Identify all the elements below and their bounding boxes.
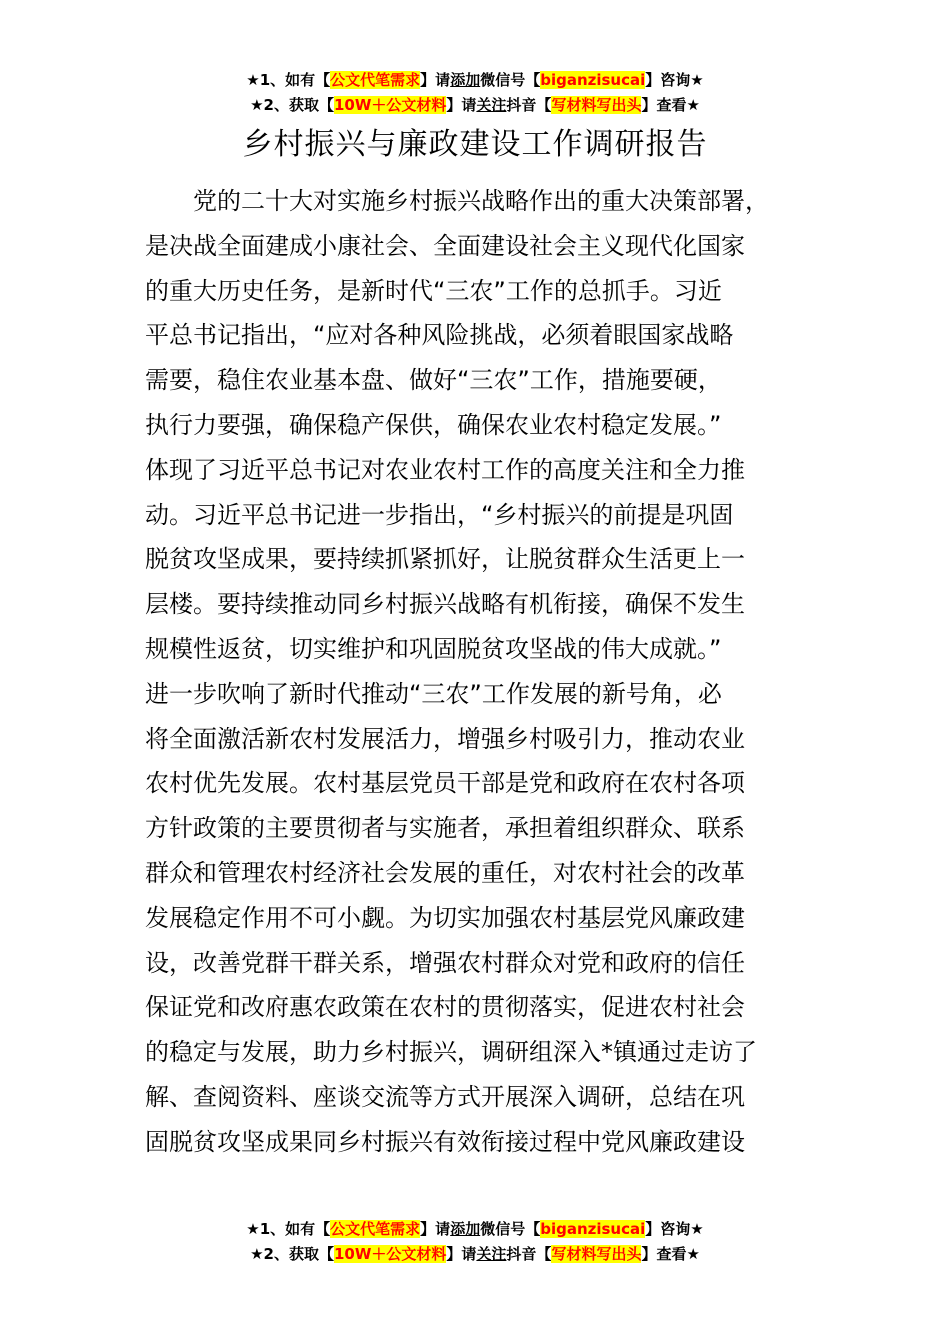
promo-highlight: 10W＋公文材料 (333, 1245, 447, 1263)
promo-text: ★2、获取【 (250, 96, 334, 114)
paragraph-line: 进一步吹响了新时代推动“三农”工作发展的新号角，必 (145, 679, 722, 708)
paragraph-line: 层楼。要持续推动同乡村振兴战略有机衔接，确保不发生 (145, 590, 745, 619)
paragraph-line: 规模性返贫，切实维护和巩固脱贫攻坚战的伟大成就。” (145, 634, 722, 663)
promo-text: ★2、获取【 (250, 1245, 334, 1263)
promo-text: 抖音【 (506, 1245, 552, 1263)
document-title: 乡村振兴与廉政建设工作调研报告 (242, 127, 708, 162)
paragraph-line: 执行力要强，确保稳产保供，确保农业农村稳定发展。” (145, 410, 722, 439)
paragraph-line: 是决战全面建成小康社会、全面建设社会主义现代化国家 (145, 231, 745, 260)
paragraph-line: 设，改善党群干群关系，增强农村群众对党和政府的信任 (145, 948, 745, 977)
paragraph-line: 固脱贫攻坚成果同乡村振兴有效衔接过程中党风廉政建设 (145, 1127, 745, 1156)
promo-text: 】咨询★ (645, 71, 704, 89)
paragraph-line: 体现了习近平总书记对农业农村工作的高度关注和全力推 (145, 455, 745, 484)
promo-text: 微信号【 (480, 71, 541, 89)
promo-text: 】查看★ (641, 96, 700, 114)
promo-line-2 (0, 1242, 950, 1267)
paragraph-line: 保证党和改府惠农政策在农村的贯彻落实，促进农村社会 (145, 993, 745, 1022)
promo-highlight: 公文代笔需求 (330, 71, 421, 89)
paragraph-line: 的稳定与发展，助力乡村振兴，调研组深入*镇通过走访了 (145, 1038, 757, 1067)
promo-text: ★1、如有【 (246, 1220, 331, 1238)
footer-promo-banner (0, 1217, 950, 1267)
promo-underline: 添加 (450, 71, 481, 89)
paragraph-line: 的重大历史任务，是新时代“三农”工作的总抓手。习近 (145, 276, 722, 305)
paragraph-line: 动。习近平总书记进一步指出，“乡村振兴的前提是巩固 (145, 500, 734, 529)
promo-text: 】请 (420, 1220, 451, 1238)
promo-highlight: 写材料写出头 (551, 96, 642, 114)
promo-text: 抖音【 (506, 96, 552, 114)
paragraph-line: 脱贫攻坚成果，要持续抓紧抓好，让脱贫群众生活更上一 (145, 545, 745, 574)
paragraph-line: 农村优先发展。农村基层党员干部是党和政府在农村各项 (145, 769, 745, 798)
paragraph-line: 群众和管理农村经济社会发展的重任，对农村社会的改革 (145, 858, 745, 887)
promo-text: 微信号【 (480, 1220, 541, 1238)
promo-line-1 (0, 68, 950, 93)
promo-highlight: 写材料写出头 (551, 1245, 642, 1263)
promo-text: 】请 (446, 1245, 477, 1263)
header-promo-banner (0, 68, 950, 118)
promo-underline: 添加 (450, 1220, 481, 1238)
promo-underline: 关注 (476, 96, 507, 114)
promo-text: 】咨询★ (645, 1220, 704, 1238)
promo-text: 】请 (446, 96, 477, 114)
paragraph-line: 方针政策的主要贯彻者与实施者，承担着组织群众、联系 (145, 814, 745, 843)
promo-text: ★1、如有【 (246, 71, 331, 89)
promo-highlight: 10W＋公文材料 (333, 96, 447, 114)
paragraph-line: 平总书记指出，“应对各种风险挑战，必须着眼国家战略 (145, 321, 734, 350)
paragraph-line: 需要，稳住农业基本盘、做好“三农”工作，措施要硬， (145, 366, 722, 395)
promo-line-1 (0, 1217, 950, 1242)
paragraph-line: 将全面激活新农村发展活力，增强乡村吸引力，推动农业 (145, 724, 745, 753)
promo-highlight: biganzisucai (540, 1220, 646, 1238)
document-body (145, 179, 835, 1165)
promo-text: 】查看★ (641, 1245, 700, 1263)
promo-line-2 (0, 93, 950, 118)
paragraph-line: 解、查阅资料、座谈交流等方式开展深入调研，总结在巩 (145, 1082, 745, 1111)
paragraph-line: 发展稳定作用不可小觑。为切实加强农村基层党风廉政建 (145, 903, 745, 932)
promo-text: 】请 (420, 71, 451, 89)
promo-highlight: 公文代笔需求 (330, 1220, 421, 1238)
paragraph-line: 党的二十大对实施乡村振兴战略作出的重大决策部署， (193, 187, 769, 215)
promo-underline: 关注 (476, 1245, 507, 1263)
promo-highlight: biganzisucai (540, 71, 646, 89)
